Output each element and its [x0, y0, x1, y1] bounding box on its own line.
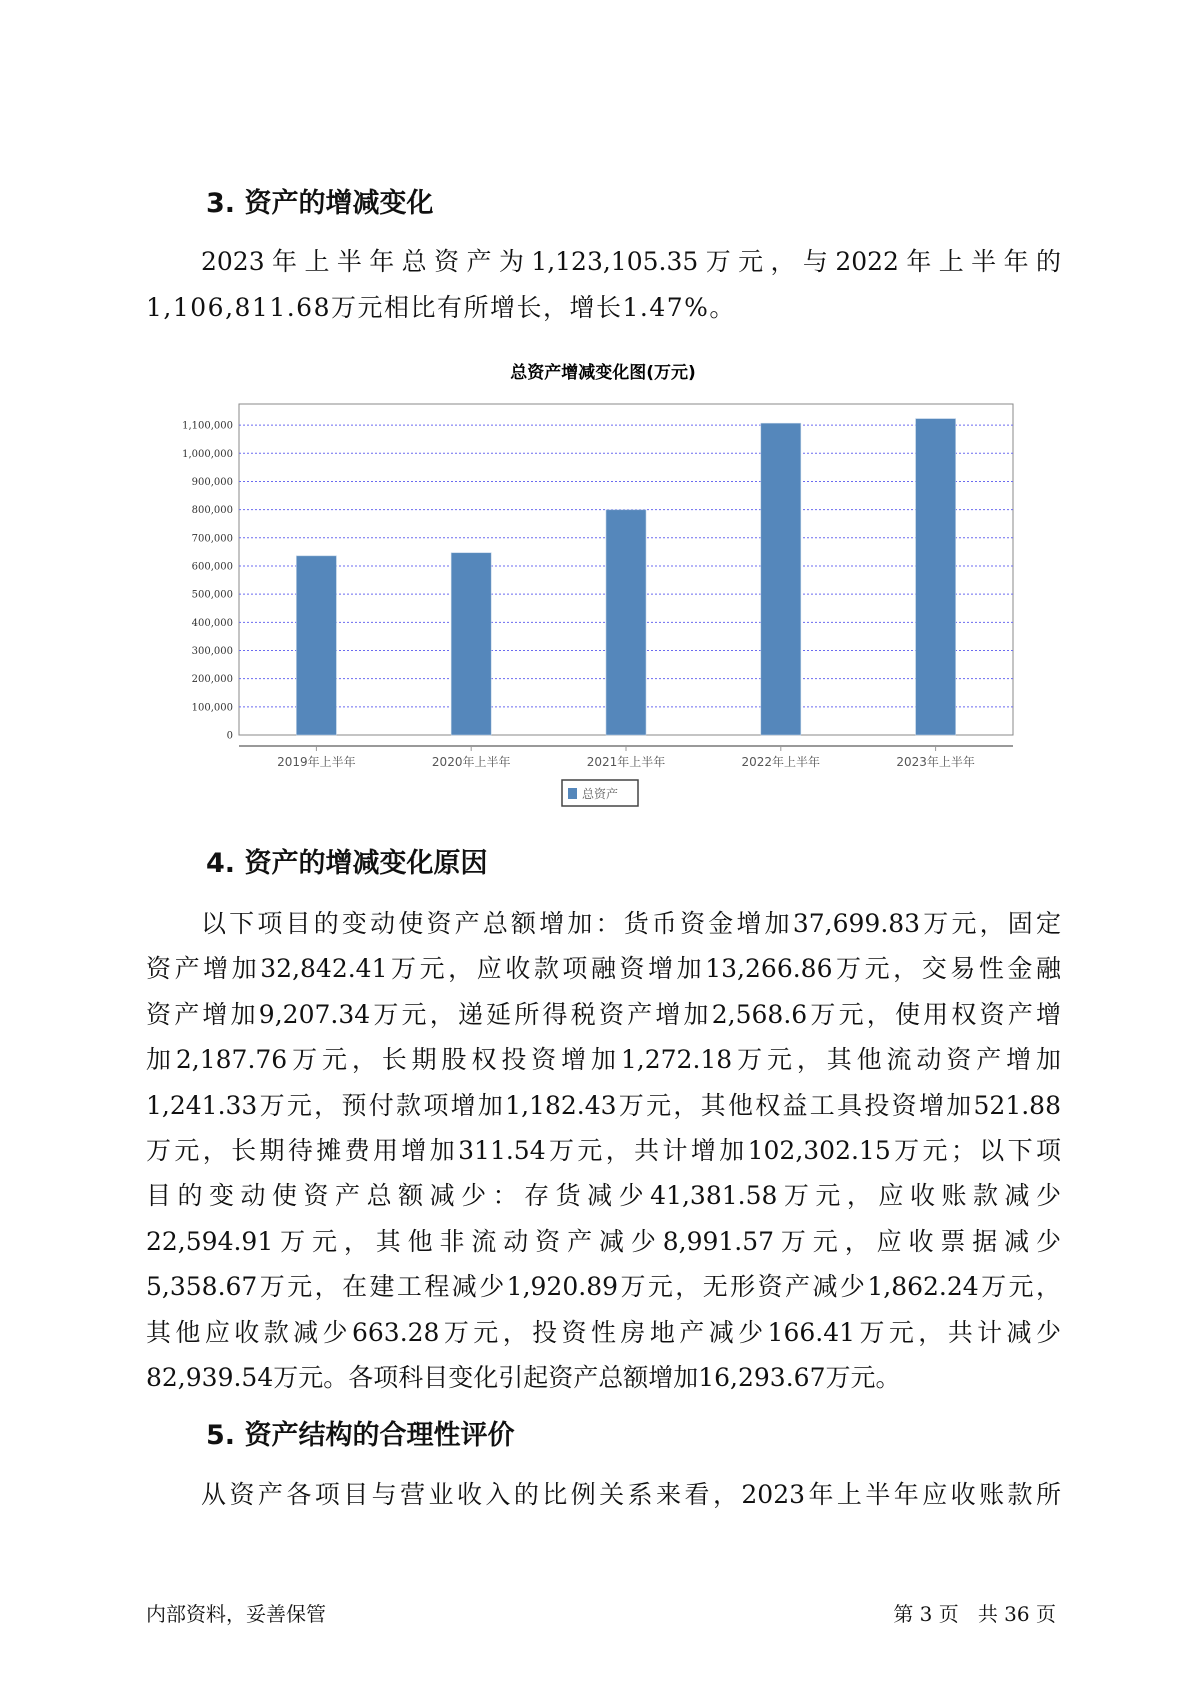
- y-tick-label: 900,000: [191, 476, 233, 488]
- bar: [451, 553, 491, 735]
- chart-title: 总资产增减变化图(万元): [510, 363, 696, 383]
- paragraph-line: 万元，长期待摊费用增加311.54万元，共计增加102,302.15万元；以下项: [146, 1136, 1061, 1165]
- paragraph-line: 资产增加32,842.41万元，应收款项融资增加13,266.86万元，交易性金融: [146, 954, 1061, 984]
- legend: [562, 780, 638, 806]
- paragraph-line: 2023年上半年总资产为1,123,105.35万元，与2022年上半年的: [201, 247, 1061, 276]
- x-tick-label: 2023年上半年: [896, 755, 975, 769]
- bar: [761, 423, 801, 735]
- bar: [606, 510, 646, 735]
- paragraph-line: 从资产各项目与营业收入的比例关系来看，2023年上半年应收账款所: [201, 1480, 1061, 1509]
- x-tick-label: 2021年上半年: [586, 755, 666, 769]
- y-tick-label: 600,000: [191, 561, 233, 573]
- bar: [916, 419, 956, 735]
- section-4-heading: 4. 资产的增减变化原因: [206, 848, 488, 879]
- section-5-heading: 5. 资产结构的合理性评价: [206, 1420, 515, 1451]
- paragraph-line: 1,241.33万元，预付款项增加1,182.43万元，其他权益工具投资增加521.88: [146, 1090, 1061, 1120]
- y-tick-label: 300,000: [191, 645, 233, 657]
- y-tick-label: 0: [226, 730, 233, 742]
- paragraph-line: 资产增加9,207.34万元，递延所得税资产增加2,568.6万元，使用权资产增: [146, 999, 1061, 1029]
- y-tick-label: 200,000: [191, 674, 233, 686]
- footer-confidential-note: 内部资料，妥善保管: [146, 1602, 326, 1626]
- y-tick-label: 400,000: [191, 617, 233, 629]
- paragraph-line: 1,106,811.68万元相比有所增长，增长1.47%。: [146, 293, 736, 322]
- y-tick-label: 800,000: [191, 505, 233, 517]
- y-tick-label: 100,000: [191, 702, 233, 714]
- x-tick-label: 2020年上半年: [431, 755, 511, 769]
- paragraph-line: 目的变动使资产总额减少：存货减少41,381.58万元，应收账款减少: [146, 1181, 1061, 1211]
- legend-label: 总资产: [582, 787, 619, 801]
- paragraph-line: 加2,187.76万元，长期股权投资增加1,272.18万元，其他流动资产增加: [146, 1045, 1061, 1075]
- footer-page-number: 第 3 页 共 36 页: [893, 1602, 1056, 1626]
- paragraph-line: 以下项目的变动使资产总额增加：货币资金增加37,699.83万元，固定: [201, 909, 1061, 938]
- bar: [296, 556, 336, 735]
- paragraph-line: 5,358.67万元，在建工程减少1,920.89万元，无形资产减少1,862.24万元，: [146, 1272, 1061, 1302]
- y-tick-label: 500,000: [191, 589, 233, 601]
- y-tick-label: 1,000,000: [182, 448, 233, 460]
- paragraph-line: 82,939.54万元。各项科目变化引起资产总额增加16,293.67万元。: [146, 1363, 901, 1392]
- paragraph-line: 22,594.91万元，其他非流动资产减少8,991.57万元，应收票据减少: [146, 1226, 1061, 1256]
- section-3-heading: 3. 资产的增减变化: [206, 188, 434, 219]
- paragraph-line: 其他应收款减少663.28万元，投资性房地产减少166.41万元，共计减少: [146, 1317, 1061, 1347]
- x-tick-label: 2022年上半年: [741, 755, 821, 769]
- x-tick-label: 2019年上半年: [277, 755, 356, 769]
- y-tick-label: 1,100,000: [182, 420, 233, 432]
- y-tick-label: 700,000: [191, 533, 233, 545]
- legend-swatch: [568, 788, 577, 799]
- total-assets-bar-chart: [150, 350, 1030, 820]
